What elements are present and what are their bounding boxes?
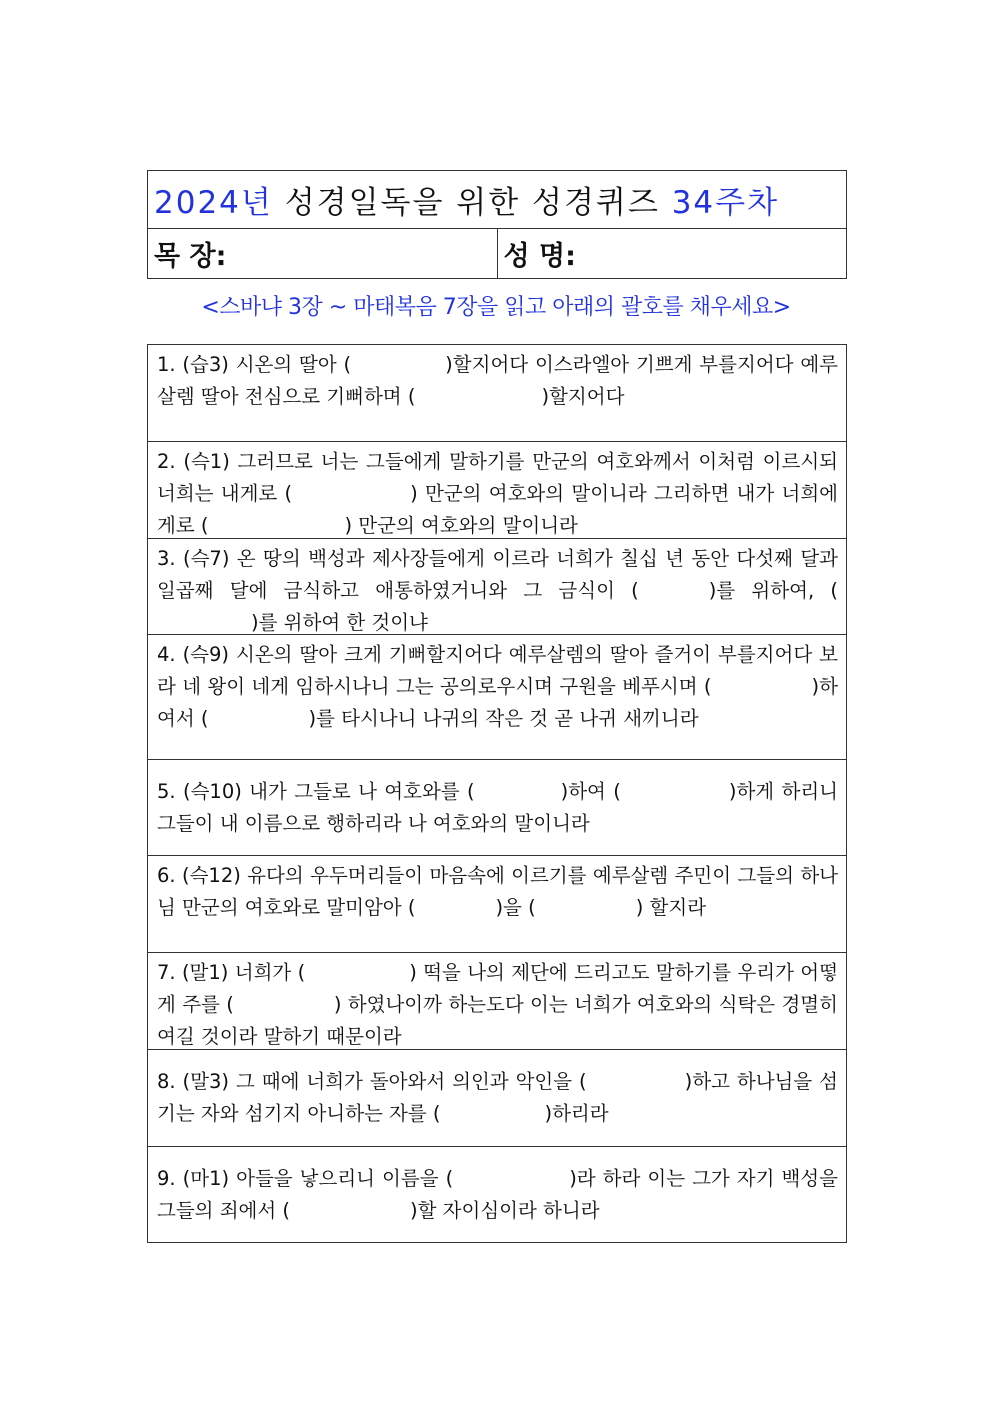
question-text: 4. (슥9) 시온의 딸아 크게 기뻐할지어다 예루살렘의 딸아 즐거이 부를지어다 보라 네 왕이 네게 임하시나니 그는 공의로우시며 구원을 베푸시며 ( xyxy=(157,643,838,698)
question-text: )를 타시나니 나귀의 작은 것 곧 나귀 새끼니라 xyxy=(308,707,699,730)
question-text: )를 위하여 한 것이냐 xyxy=(251,611,428,634)
question-text: 1. (습3) 시온의 딸아 ( xyxy=(157,353,352,376)
question-text: ) 떡을 나의 제단에 드리고도 말하기를 우리가 어떻게 주를 ( xyxy=(157,961,838,1016)
question-text: )할 자이심이라 하니라 xyxy=(410,1199,600,1222)
question-3 xyxy=(148,539,846,635)
title-year: 2024년 xyxy=(154,185,273,221)
pastor-label: 목 장: xyxy=(154,241,227,272)
title-main: 성경일독을 위한 성경퀴즈 xyxy=(284,185,660,221)
question-text: )하리라 xyxy=(544,1102,609,1125)
question-8 xyxy=(148,1050,846,1147)
question-text: 7. (말1) 너희가 ( xyxy=(157,961,306,984)
title-week: 34주차 xyxy=(671,185,780,221)
name-cell[interactable] xyxy=(497,229,847,279)
question-text: )라 하라 이는 그가 자기 백성을 그들의 죄에서 ( xyxy=(157,1167,838,1222)
question-6 xyxy=(148,856,846,953)
question-text: ) 만군의 여호와의 말이니라 xyxy=(344,514,578,537)
pastor-cell[interactable] xyxy=(148,229,498,279)
question-text: 6. (슥12) 유다의 우두머리들이 마음속에 이르기를 예루살렘 주민이 그들의 하나님 만군의 여호와로 말미암아 ( xyxy=(157,864,838,919)
question-text: )하고 하나님을 섬기는 자와 섬기지 아니하는 자를 ( xyxy=(157,1070,838,1125)
question-text: 9. (마1) 아들을 낳으리니 이름을 ( xyxy=(157,1167,454,1190)
title-cell xyxy=(148,171,847,229)
question-text: )하여서 ( xyxy=(157,675,838,730)
question-text: 2. (슥1) 그러므로 너는 그들에게 말하기를 만군의 여호와께서 이처럼 이르시되 너희는 내게로 ( xyxy=(157,450,838,505)
question-text: ) 하였나이까 하는도다 이는 너희가 여호와의 식탁은 경멸히 여길 것이라 말하기 때문이라 xyxy=(157,993,838,1048)
question-7 xyxy=(148,953,846,1050)
question-text: )할지어다 xyxy=(541,385,625,408)
question-9 xyxy=(148,1147,846,1243)
question-text: )을 ( xyxy=(495,896,536,919)
question-text: )하여 ( xyxy=(560,780,621,803)
name-label: 성 명: xyxy=(503,241,576,272)
question-text: 3. (슥7) 온 땅의 백성과 제사장들에게 이르라 너희가 칠십 년 동안 다섯째 달과 일곱째 달에 금식하고 애통하였거니와 그 금식이 ( xyxy=(157,547,838,602)
question-text: )를 위하여, ( xyxy=(708,579,838,602)
question-1 xyxy=(148,345,846,442)
instruction-subtitle: <스바냐 3장 ~ 마태복음 7장을 읽고 아래의 괄호를 채우세요> xyxy=(201,295,791,320)
quiz-list xyxy=(147,344,847,1243)
question-text: ) 만군의 여호와의 말이니라 그리하면 내가 너희에게로 ( xyxy=(157,482,838,537)
question-text: )하게 하리니 그들이 내 이름으로 행하리라 나 여호와의 말이니라 xyxy=(157,780,838,835)
question-5 xyxy=(148,760,846,856)
question-text: )할지어다 이스라엘아 기쁘게 부를지어다 예루살렘 딸아 전심으로 기뻐하며 ( xyxy=(157,353,838,408)
question-text: 8. (말3) 그 때에 너희가 돌아와서 의인과 악인을 ( xyxy=(157,1070,587,1093)
question-2 xyxy=(148,442,846,539)
question-4 xyxy=(148,635,846,760)
question-text: 5. (슥10) 내가 그들로 나 여호와를 ( xyxy=(157,780,475,803)
header-table xyxy=(147,170,847,279)
question-text: ) 할지라 xyxy=(635,896,707,919)
